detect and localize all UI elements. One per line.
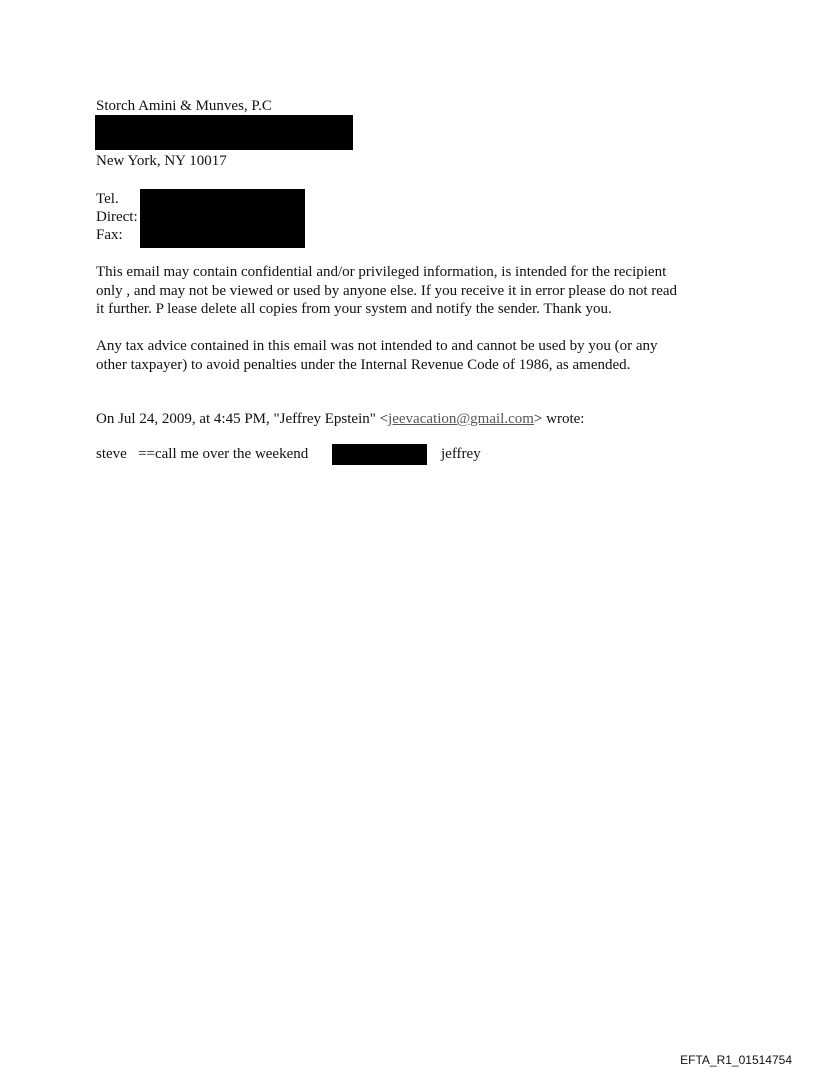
tax-notice-line: Any tax advice contained in this email was not intended to and cannot be used by you (or any (96, 338, 658, 354)
quoted-message-header (96, 410, 584, 428)
redacted-phone-numbers (140, 189, 305, 248)
city-line: New York, NY 10017 (96, 153, 227, 169)
sender-email-link[interactable]: jeevacation@gmail.com (388, 411, 534, 427)
document-id: EFTA_R1_01514754 (680, 1053, 792, 1067)
fax-label: Fax: (96, 227, 123, 243)
tax-notice-line: other taxpayer) to avoid penalties under the Internal Revenue Code of 1986, as amended. (96, 356, 631, 373)
direct-label: Direct: (96, 209, 138, 225)
disclaimer-line: it further. P lease delete all copies from your system and notify the sender. Thank you. (96, 301, 612, 317)
redacted-message-segment (332, 444, 427, 465)
disclaimer-line: This email may contain confidential and/or privileged information, is intended for the recipient (96, 264, 667, 280)
quoted-message-start: steve ==call me over the weekend (96, 446, 309, 462)
redacted-address-block (95, 115, 353, 150)
quoted-header-prefix: On Jul 24, 2009, at 4:45 PM, "Jeffrey Epstein" < (96, 411, 389, 427)
quoted-header-suffix: > wrote: (533, 411, 585, 427)
confidentiality-disclaimer (96, 263, 726, 319)
quoted-message-signoff: jeffrey (441, 446, 481, 462)
disclaimer-line: only , and may not be viewed or used by anyone else. If you receive it in error please do not read (96, 282, 678, 299)
firm-name: Storch Amini & Munves, P.C (96, 98, 272, 114)
tax-advice-notice (96, 337, 726, 374)
tel-label: Tel. (96, 191, 119, 207)
